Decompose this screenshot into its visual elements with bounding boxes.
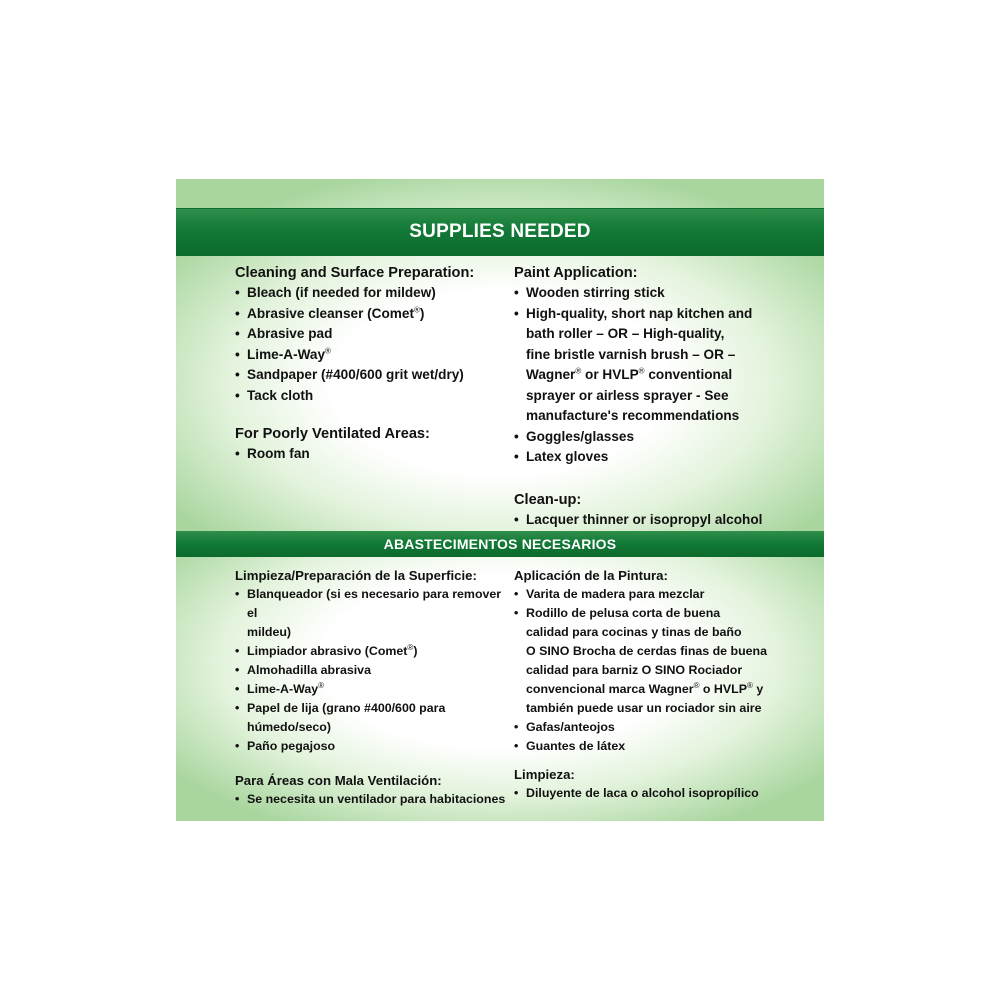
spanish-left-column: [235, 566, 507, 809]
section-heading: Clean-up:: [514, 491, 582, 508]
list-item: • Guantes de látex: [514, 737, 814, 756]
supply-list: [235, 283, 505, 406]
section-heading: Cleaning and Surface Preparation:: [235, 265, 475, 281]
list-item: • Lime-A-Way®: [235, 345, 505, 366]
english-left-column: [235, 263, 505, 465]
list-item: • Lacquer thinner or isopropyl alcohol: [514, 510, 814, 531]
list-item: • Bleach (if needed for mildew): [235, 283, 505, 304]
list-item: • Almohadilla abrasiva: [235, 661, 507, 680]
section-heading: Aplicación de la Pintura:: [514, 568, 668, 583]
supply-list: [514, 585, 814, 756]
list-item: • Latex gloves: [514, 447, 814, 468]
section-heading: Limpieza/Preparación de la Superficie:: [235, 568, 477, 583]
list-item: • Diluyente de laca o alcohol isopropílico: [514, 784, 814, 803]
supply-list: [514, 510, 814, 531]
list-item: • Gafas/anteojos: [514, 718, 814, 737]
section-heading: Para Áreas con Mala Ventilación:: [235, 773, 442, 788]
list-item: • Lime-A-Way®: [235, 680, 507, 699]
english-section: [176, 179, 824, 531]
list-item: • Wooden stirring stick: [514, 283, 814, 304]
supply-list: [514, 283, 814, 468]
abastecimentos-header: ABASTECIMENTOS NECESARIOS: [176, 531, 824, 557]
list-item: • Papel de lija (grano #400/600 para húmedo/seco): [235, 699, 507, 737]
list-item: • Tack cloth: [235, 386, 505, 407]
list-item: • Blanqueador (si es necesario para remover el mildeu): [235, 585, 507, 642]
list-item: • Room fan: [235, 444, 505, 465]
section-heading: For Poorly Ventilated Areas:: [235, 426, 430, 442]
spanish-section: [176, 531, 824, 821]
section-heading: Paint Application:: [514, 265, 638, 281]
list-item: • Se necesita un ventilador para habitaciones: [235, 790, 507, 809]
list-item: • High-quality, short nap kitchen and bath roller – OR – High-quality, fine bristle varnish brush – OR – Wagner® or HVLP® conventional sprayer or airless sprayer - See manufacture's recommendations: [514, 304, 814, 427]
supplies-panel: [176, 179, 824, 821]
list-item: • Rodillo de pelusa corta de buena calidad para cocinas y tinas de baño O SINO Brocha de cerdas finas de buena calidad para barniz O SINO Rociador convencional marca Wagner® o HVLP® y también puede usar un rociador sin aire: [514, 604, 814, 718]
list-item: • Goggles/glasses: [514, 427, 814, 448]
spanish-right-column: [514, 566, 814, 803]
list-item: • Abrasive pad: [235, 324, 505, 345]
supply-list: [235, 585, 507, 756]
list-item: • Paño pegajoso: [235, 737, 507, 756]
english-right-column: [514, 263, 814, 530]
list-item: • Sandpaper (#400/600 grit wet/dry): [235, 365, 505, 386]
supply-list: [235, 790, 507, 809]
supply-list: [235, 444, 505, 465]
list-item: • Varita de madera para mezclar: [514, 585, 814, 604]
supplies-needed-header: SUPPLIES NEEDED: [176, 209, 824, 255]
list-item: • Limpiador abrasivo (Comet®): [235, 642, 507, 661]
section-heading: Limpieza:: [514, 767, 575, 782]
supply-list: [514, 784, 814, 803]
list-item: • Abrasive cleanser (Comet®): [235, 304, 505, 325]
